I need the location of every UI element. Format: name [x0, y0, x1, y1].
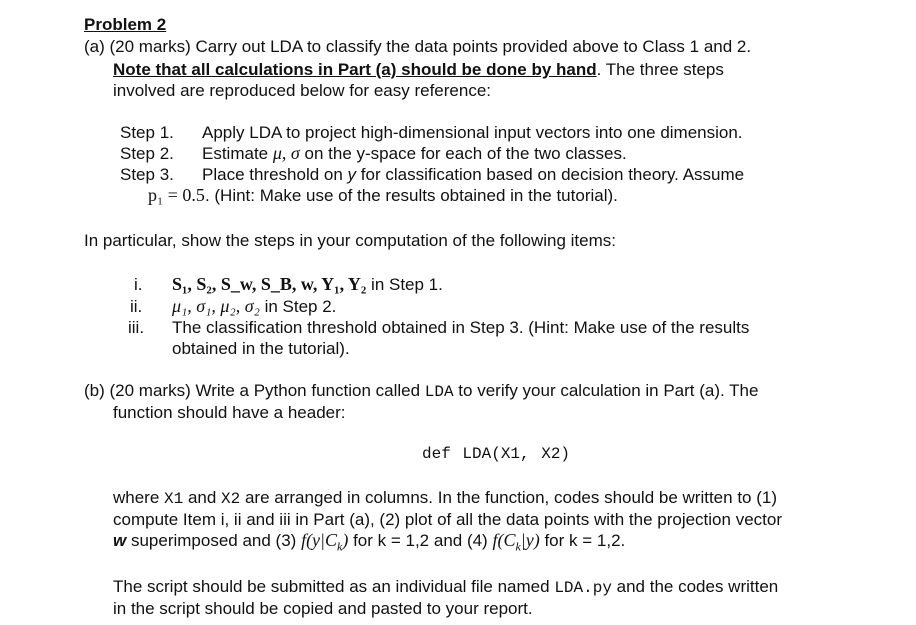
compute-line: compute Item i, ii and iii in Part (a), (2) plot of all the data points with the projection vector: [113, 510, 782, 529]
step-2-math: μ, σ: [272, 143, 300, 163]
step-2: [120, 143, 627, 164]
script-pre: The script should be submitted as an individual file named: [113, 577, 555, 596]
problem-title: Problem 2: [84, 15, 167, 34]
step-3: [120, 164, 744, 185]
f1-main: f(y|C: [301, 530, 338, 550]
item-i: [134, 274, 443, 295]
w-bold: w: [113, 531, 127, 550]
part-b-line-1: [84, 380, 758, 403]
f-c-given-y: [492, 530, 540, 554]
item-ii-text: in Step 2.: [259, 297, 337, 316]
item-i-label: i.: [134, 275, 143, 294]
item-ii-label: ii.: [130, 297, 143, 316]
step-3-hint: . (Hint: Make use of the results obtained in the tutorial).: [204, 186, 618, 205]
function-header-code: def LDA(X1, X2): [422, 445, 571, 463]
f2-sub: k: [515, 539, 521, 554]
script-line-1: [113, 576, 778, 599]
script-line-2: in the script should be copied and pasted to your report.: [113, 599, 533, 618]
superimposed-line: [113, 530, 625, 558]
item-ii: [130, 296, 336, 317]
k2-text: for k = 1,2.: [539, 531, 626, 550]
where-line: [113, 487, 777, 510]
item-ii-math: μ₁, σ₁, μ₂, σ₂: [172, 296, 260, 316]
x2-code: X2: [221, 490, 241, 508]
super-pre: superimposed and (3): [126, 531, 302, 550]
step-3-y: y: [347, 165, 357, 184]
x1-code: X1: [164, 490, 184, 508]
step-3-post: for classification based on decision theory. Assume: [356, 165, 745, 184]
step-1-text: Apply LDA to project high-dimensional input vectors into one dimension.: [202, 123, 743, 142]
item-iii: [128, 317, 749, 338]
step-3-label: Step 3.: [120, 165, 174, 184]
step-2-label: Step 2.: [120, 144, 174, 163]
item-iii-label: iii.: [128, 318, 145, 337]
part-a-line-1: (a) (20 marks) Carry out LDA to classify the data points provided above to Class 1 and 2.: [84, 37, 752, 56]
part-a-line-2: [113, 59, 724, 80]
part-b-line-2: function should have a header:: [113, 403, 346, 422]
part-b-pre: (b) (20 marks) Write a Python function called: [84, 381, 425, 400]
step-3-cont: [148, 185, 618, 206]
script-file-code: LDA.py: [554, 579, 612, 597]
step-3-math: p₁ = 0.5: [148, 185, 205, 205]
item-iii-line-1: The classification threshold obtained in Step 3. (Hint: Make use of the results: [172, 318, 750, 337]
script-post: and the codes written: [611, 577, 779, 596]
f2-end: |y): [520, 530, 540, 550]
f1-end: ): [342, 530, 349, 550]
step-2-post: on the y-space for each of the two classes.: [299, 144, 627, 163]
item-iii-line-2: obtained in the tutorial).: [172, 339, 350, 358]
where-pre: where: [113, 488, 165, 507]
part-a-line-3: involved are reproduced below for easy reference:: [113, 81, 491, 100]
f2-main: f(C: [492, 530, 516, 550]
where-and: and: [183, 488, 222, 507]
item-i-math: S₁, S₂, S_w, S_B, w, Y₁, Y₂: [172, 274, 367, 294]
f-y-given-c: [301, 530, 349, 554]
step-3-pre: Place threshold on: [202, 165, 348, 184]
item-i-text: in Step 1.: [366, 275, 443, 294]
where-post: are arranged in columns. In the function, codes should be written to (1): [240, 488, 777, 507]
part-a-line-2-rest: . The three steps: [596, 60, 724, 79]
part-b-post: to verify your calculation in Part (a). The: [453, 381, 759, 400]
lda-code: LDA: [424, 383, 454, 401]
particular-line: In particular, show the steps in your computation of the following items:: [84, 231, 616, 250]
step-1-label: Step 1.: [120, 123, 174, 142]
k1-text: for k = 1,2 and (4): [348, 531, 493, 550]
f1-sub: k: [337, 539, 343, 554]
step-1: [120, 122, 743, 143]
part-a-note: Note that all calculations in Part (a) should be done by hand: [113, 60, 597, 79]
step-2-pre: Estimate: [202, 144, 273, 163]
